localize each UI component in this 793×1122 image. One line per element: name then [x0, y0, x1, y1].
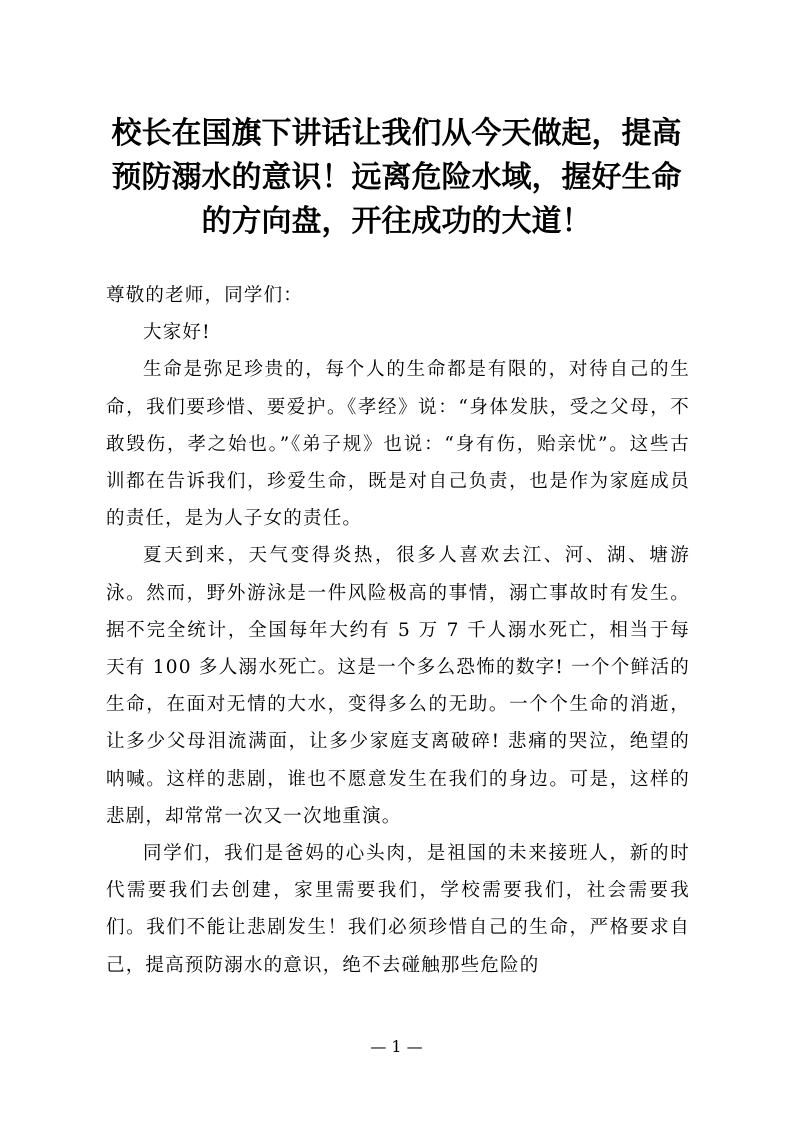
paragraph: 生命是弥足珍贵的，每个人的生命都是有限的，对待自己的生命，我们要珍惜、要爱护。《孝经》说：“身体发肤，受之父母，不敢毁伤，孝之始也。”《弟子规》也说：“身有伤，贻亲忧”。这些古训都在告诉我们，珍爱生命，既是对自己负责，也是作为家庭成员的责任，是为人子女的责任。: [106, 359, 690, 530]
page-title: 校长在国旗下讲话让我们从今天做起，提高预防溺水的意识！远离危险水域，握好生命的方向盘，开往成功的大道！: [111, 116, 682, 239]
page-number: — 1 —: [370, 1037, 423, 1056]
speech-body: [106, 277, 690, 984]
paragraph: 同学们，我们是爸妈的心头肉，是祖国的未来接班人，新的时代需要我们去创建，家里需要我们，学校需要我们，社会需要我们。我们不能让悲剧发生！我们必须珍惜自己的生命，严格要求自己，提高预防溺水的意识，绝不去碰触那些危险的: [106, 843, 690, 976]
salutation: 尊敬的老师，同学们：: [106, 285, 304, 306]
paragraph: 夏天到来，天气变得炎热，很多人喜欢去江、河、湖、塘游泳。然而，野外游泳是一件风险极高的事情，溺亡事故时有发生。据不完全统计，全国每年大约有 5 万 7 千人溺水死亡，相当于每天有 100 多人溺水死亡。这是一个多么恐怖的数字! 一个个鲜活的生命，在面对无情的大水，变得多么的无助。一个个生命的消逝，让多少父母泪流满面，让多少家庭支离破碎! 悲痛的哭泣，绝望的呐喊。这样的悲剧，谁也不愿意发生在我们的身边。可是，这样的悲剧，却常常一次又一次地重演。: [106, 545, 690, 827]
greeting: 大家好!: [143, 322, 211, 344]
